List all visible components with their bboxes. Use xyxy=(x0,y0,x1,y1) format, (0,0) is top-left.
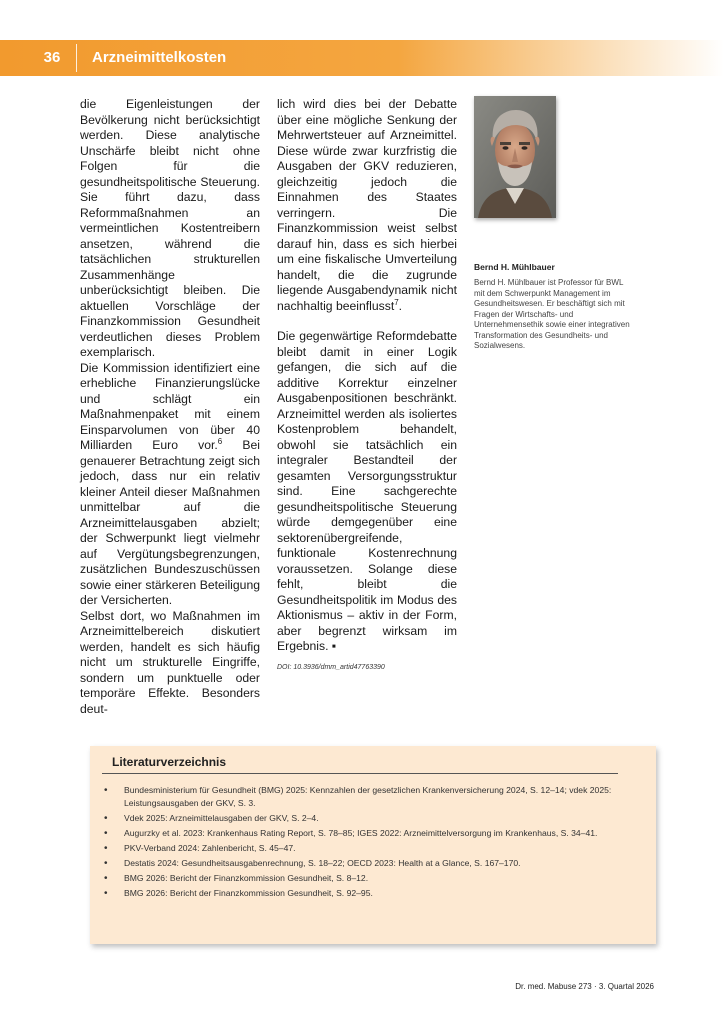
page-header xyxy=(0,40,724,76)
literature-list xyxy=(104,784,624,902)
paragraph-text: Die Kommission identifiziert eine erhebliche Finanzierungslücke und schlägt ein Maßnahmenpaket mit einem Einsparvolumen von über 40 Milliarden Euro vor. xyxy=(80,360,260,452)
literature-item: • BMG 2026: Bericht der Finanzkommission Gesundheit, S. 8–12. xyxy=(104,872,624,885)
literature-item: • BMG 2026: Bericht der Finanzkommission Gesundheit, S. 92–95. xyxy=(104,887,624,900)
literature-item: • PKV-Verband 2024: Zahlenbericht, S. 45–47. xyxy=(104,842,624,855)
doi: DOI: 10.3936/dmm_artid47763390 xyxy=(277,663,385,671)
article-column-2 xyxy=(277,97,457,675)
header-divider xyxy=(76,44,77,72)
section-title: Arzneimittelkosten xyxy=(92,49,227,66)
literature-item: • Augurzky et al. 2023: Krankenhaus Rating Report, S. 78–85; IGES 2022: Arzneimittelversorgung im Krankenhaus, S. 34–41. xyxy=(104,827,624,840)
page-number: 36 xyxy=(43,49,61,66)
paragraph: Selbst dort, wo Maßnahmen im Arzneimittelbereich diskutiert werden, handelt es sich häufig nicht um strukturelle Eingriffe, sondern um punktuelle oder temporäre Effekte. Besonders deut- xyxy=(80,608,260,716)
literature-item: • Vdek 2025: Arzneimittelausgaben der GKV, S. 2–4. xyxy=(104,812,624,825)
literature-title: Literaturverzeichnis xyxy=(112,755,227,769)
page-footer: Dr. med. Mabuse 273 · 3. Quartal 2026 xyxy=(515,982,654,991)
literature-item: • Bundesministerium für Gesundheit (BMG) 2025: Kennzahlen der gesetzlichen Krankenversicherung 2024, S. 12–14; vdek 2025: Leistungsausgaben der GKV, S. 3. xyxy=(104,784,624,810)
author-bio: Bernd H. Mühlbauer ist Professor für BWL mit dem Schwerpunkt Management im Gesundheitswesen. Er beschäftigt sich mit Fragen der Wirtschafts- und Unternehmensethik sowie einer integrativen Transformation des Gesundheits- und Sozialwesens. xyxy=(474,278,630,350)
paragraph-text: Die gegenwärtige Reformdebatte bleibt damit in einer Logik gefangen, die sich auf die additive Korrektur einzelner Ausgabenpositionen beschränkt. Arzneimittel werden als isoliertes Kostenproblem behandelt, obwohl sie tatsächlich ein integraler Bestandteil der gesamten Versorgungsstruktur sind. Eine sachgerechte gesundheitspolitische Steuerung würde demgegenüber eine sektorenübergreifende, funktionale Kostenrechnung voraussetzen. Solange diese fehlt, bleibt die Gesundheitspolitik im Modus des Aktionismus – aktiv in der Form, aber begrenzt wirksam im Ergebnis. xyxy=(277,329,457,653)
author-photo xyxy=(474,96,556,218)
article-column-1 xyxy=(80,97,260,717)
paragraph: die Eigenleistungen der Bevölkerung nicht berücksichtigt werden. Diese analytische Unschärfe bleibt nicht ohne Folgen für die gesundheitspolitische Steuerung. Sie führt dazu, dass Reformmaßnahmen an vermeintlichen Kostentreibern ansetzen, während die tatsächlichen strukturellen Zusammenhänge unberücksichtigt bleiben. Die aktuellen Vorschläge der Finanzkommission Gesundheit verdeutlichen dieses Problem exemplarisch. xyxy=(80,97,260,359)
literature-divider xyxy=(102,773,618,774)
end-mark: ▪ xyxy=(331,639,337,653)
literature-item: • Destatis 2024: Gesundheitsausgabenrechnung, S. 18–22; OECD 2023: Health at a Glance, S. 167–170. xyxy=(104,857,624,870)
paragraph xyxy=(277,329,457,655)
footnote-ref: 7 xyxy=(394,297,399,307)
paragraph-text: lich wird dies bei der Debatte über eine mögliche Senkung der Mehrwertsteuer auf Arzneimittel. Diese würde zwar kurzfristig die Ausgaben der GKV reduzieren, gleichzeitig jedoch die Einnahmen des Staates verringern. Die Finanzkommission weist selbst darauf hin, dass es sich hierbei um eine fiskalische Umverteilung handelt, die die zugrunde liegende Ausgabendynamik nicht nachhaltig beeinflusst xyxy=(277,97,457,313)
paragraph-text: Bei genauerer Betrachtung zeigt sich jedoch, dass nur ein relativ kleiner Anteil dieser Maßnahmen unmittelbar auf die Arzneimittelausgaben abzielt; der Schwerpunkt liegt vielmehr auf Vergütungsbegrenzungen, zusätzlichen Bundeszuschüssen sowie einer stärkeren Beteiligung der Versicherten. xyxy=(80,438,260,607)
footnote-ref: 6 xyxy=(217,436,223,446)
paragraph xyxy=(80,361,260,609)
paragraph xyxy=(277,97,457,314)
author-name: Bernd H. Mühlbauer xyxy=(474,262,555,272)
paragraph-text: . xyxy=(398,298,403,313)
